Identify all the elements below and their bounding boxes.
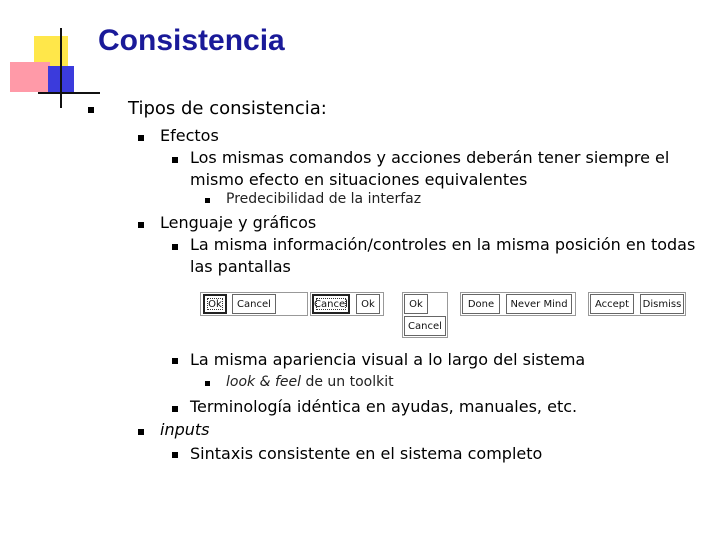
bullet-icon [172,244,178,250]
item-inputs: inputs [160,420,210,439]
bullet-icon [138,222,144,228]
slide-title: Consistencia [98,24,285,57]
ok-button: Ok [203,294,227,314]
done-button: Done [462,294,500,314]
ok-button: Ok [404,294,428,314]
cancel-button: Cancel [232,294,276,314]
toolkit-text: de un toolkit [301,374,394,390]
bullet-icon [172,452,178,458]
cancel-button: Cancel [312,294,350,314]
item-apariencia: La misma apariencia visual a lo largo del sistema [190,350,586,369]
item-tipos: Tipos de consistencia: [128,98,327,119]
dismiss-button: Dismiss [640,294,684,314]
item-efectos: Efectos [160,126,219,145]
bullet-icon [172,358,178,364]
accept-button: Accept [590,294,634,314]
ok-button: Ok [356,294,380,314]
item-predecibilidad: Predecibilidad de la interfaz [226,191,422,207]
bullet-icon [138,135,144,141]
item-lenguaje-desc: La misma información/controles en la misma posición en todas las pantallas [190,235,696,276]
never-mind-button: Never Mind [506,294,572,314]
bullet-icon [205,381,210,386]
bullet-icon [138,429,144,435]
bullet-icon [172,157,178,163]
slide-logo [10,28,100,110]
look-feel-term: look & feel [226,374,301,390]
bullet-icon [205,198,210,203]
item-efectos-desc: Los mismas comandos y acciones deberán tener siempre el mismo efecto en situaciones equivalentes [190,148,670,189]
cancel-button: Cancel [404,316,446,336]
bullet-icon [172,406,178,412]
item-lenguaje: Lenguaje y gráficos [160,213,317,232]
item-terminologia: Terminología idéntica en ayudas, manuales, etc. [190,397,578,416]
item-look-feel [226,374,394,390]
bullet-icon [88,107,94,113]
item-sintaxis: Sintaxis consistente en el sistema completo [190,444,543,463]
